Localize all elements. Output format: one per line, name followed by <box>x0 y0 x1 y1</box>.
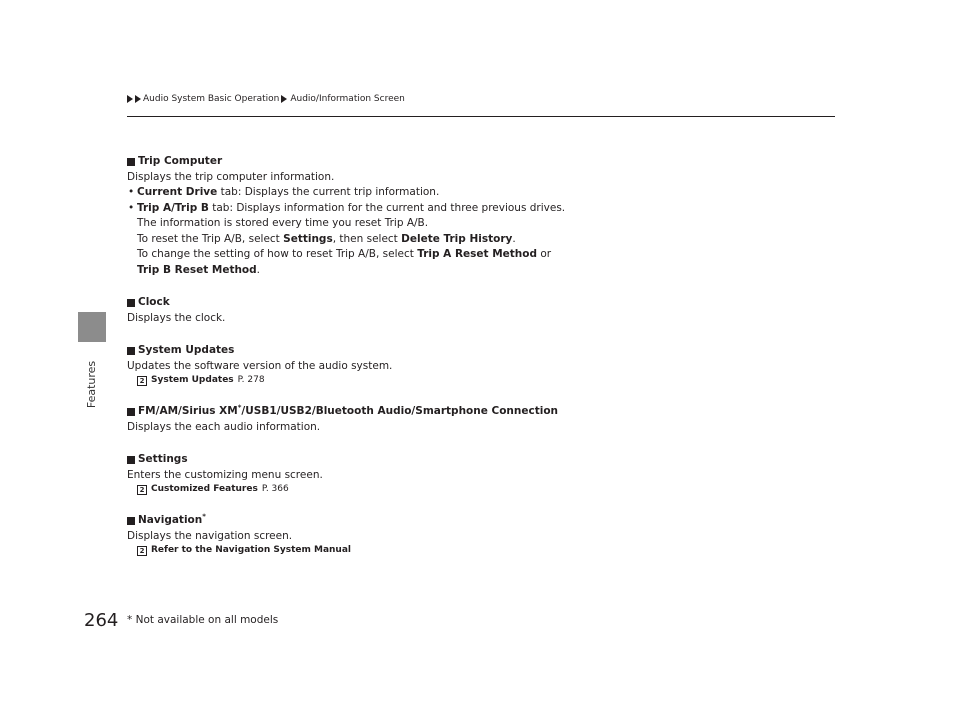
cross-reference-link[interactable]: 2 Refer to the Navigation System Manual <box>127 544 827 557</box>
breadcrumb-item[interactable]: Audio/Information Screen <box>290 94 405 104</box>
section-description: Displays the each audio information. <box>127 420 321 433</box>
sidebar-section-label: Features <box>85 360 99 408</box>
section-description: Enters the customizing menu screen. <box>127 468 323 481</box>
footnote: * Not available on all models <box>127 614 279 626</box>
section-tab <box>78 312 106 342</box>
triangle-arrow-icon <box>135 95 141 103</box>
section-settings <box>127 452 827 496</box>
breadcrumb <box>127 94 405 104</box>
page-content <box>127 154 827 574</box>
triangle-arrow-icon <box>127 95 133 103</box>
square-bullet-icon <box>127 456 135 464</box>
section-description: Displays the navigation screen. <box>127 529 293 542</box>
section-heading: FM/AM/Sirius XM*/USB1/USB2/Bluetooth Audio/Smartphone Connection <box>138 403 559 417</box>
section-clock <box>127 295 827 326</box>
section-trip-computer <box>127 154 827 278</box>
list-item: • Trip A/Trip B tab: Displays information for the current and three previous drives. <box>127 201 827 217</box>
section-heading: Navigation* <box>138 512 206 526</box>
square-bullet-icon <box>127 347 135 355</box>
page-number: 264 <box>84 610 119 631</box>
section-system-updates <box>127 343 827 387</box>
square-bullet-icon <box>127 299 135 307</box>
section-description: Displays the clock. <box>127 311 226 324</box>
body-text: To reset the Trip A/B, select Settings, then select Delete Trip History. <box>137 232 516 245</box>
square-bullet-icon <box>127 517 135 525</box>
reference-arrow-icon: 2 <box>137 546 147 556</box>
section-heading: System Updates <box>138 344 235 356</box>
section-navigation <box>127 513 827 557</box>
section-heading: Settings <box>138 453 188 465</box>
section-description: Updates the software version of the audio system. <box>127 359 393 372</box>
breadcrumb-item[interactable]: Audio System Basic Operation <box>143 94 280 104</box>
square-bullet-icon <box>127 158 135 166</box>
triangle-arrow-icon <box>281 95 287 103</box>
section-audio-sources <box>127 404 827 435</box>
section-heading: Trip Computer <box>138 155 223 167</box>
reference-arrow-icon: 2 <box>137 376 147 386</box>
body-text: Trip B Reset Method. <box>137 263 261 276</box>
square-bullet-icon <box>127 408 135 416</box>
list-item: • Current Drive tab: Displays the current trip information. <box>127 185 827 201</box>
cross-reference-link[interactable]: 2 System Updates P. 278 <box>127 374 827 387</box>
body-text: The information is stored every time you reset Trip A/B. <box>137 217 429 229</box>
body-text: To change the setting of how to reset Trip A/B, select Trip A Reset Method or <box>137 248 552 260</box>
cross-reference-link[interactable]: 2 Customized Features P. 366 <box>127 483 827 496</box>
header-rule <box>127 116 835 117</box>
reference-arrow-icon: 2 <box>137 485 147 495</box>
section-heading: Clock <box>138 296 170 308</box>
section-description: Displays the trip computer information. <box>127 170 335 183</box>
